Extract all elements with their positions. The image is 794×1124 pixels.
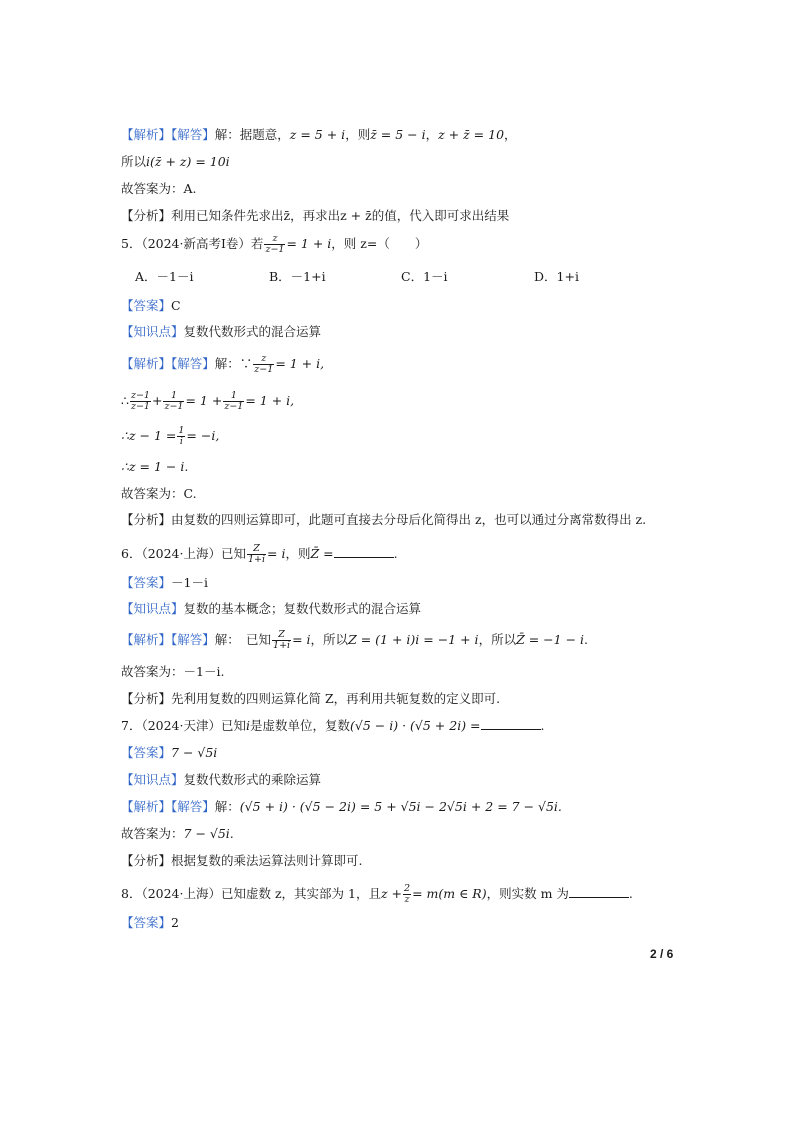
q4-math: z = 5 + i [289,127,346,142]
fraction: $\frac{1}{i}$ [178,425,185,447]
q6-math: Z̄ = [310,546,334,561]
fraction: $\frac{Z}{1+i}$ [248,543,266,565]
q5-solution-line-1 [121,354,324,375]
q7-math: (√5 + i) · (√5 − 2i) = 5 + √5i − 2√5i + 2 = 7 − √5i. [239,799,562,814]
q7-conclusion [121,825,234,843]
analysis-text: 由复数的四则运算即可，此题可直接去分母后化简得出 z，也可以通过分离常数得出 z. [171,512,647,527]
analysis-text: 先利用复数的四则运算化简 Z，再利用共轭复数的定义即可. [171,691,501,706]
q7-answer [121,744,217,762]
option-c: C．1－i [401,269,448,284]
daan-tag: 【答案】 [121,745,172,760]
q7-text: 解： [214,799,240,814]
jieda-tag: 【解答】 [171,632,215,647]
q5-solution-line-4 [121,458,188,476]
option-a: A．－1－i [135,269,194,284]
answer-blank [334,545,394,558]
q6-analysis [121,690,500,708]
analysis-text: 利用已知条件先求出z̄，再求出z + z̄的值，代入即可求出结果 [171,208,510,223]
q4-analysis [121,207,509,225]
page-number: 2 / 6 [650,947,674,961]
q7-stem-text: 是虚数单位，复数 [250,718,351,733]
q7-math: 7 − √5i. [183,826,234,841]
answer-value: C [171,298,181,313]
q6-text: ，所以 [310,632,349,647]
q4-solution-line-2 [121,153,230,171]
answer-value: 2 [171,915,179,930]
q5-stem-text: ，则 z=（ ） [331,236,428,251]
q5-math: = 1 + i, [275,356,325,371]
q5-math: ∴z = 1 − i. [121,459,189,474]
fraction: $\frac{2}{z}$ [404,883,411,905]
q7-knowledge [121,771,321,789]
q6-conclusion: 故答案为：－1－i. [121,664,225,679]
jiexi-tag: 【解析】 [121,799,172,814]
q4-conclusion: 故答案为：A. [121,181,197,196]
q5-text: 解：∵ [214,356,253,371]
jieda-tag: 【解答】 [171,127,215,142]
fenxi-tag: 【分析】 [121,691,172,706]
q6-text: 解： 已知 [214,632,272,647]
fraction: $\frac{z-1}{z-1}$ [130,390,150,412]
q5-math: ∴z − 1 = [121,428,177,443]
q4-math: i(z̄ + z) = 10i [146,154,230,169]
q8-stem [121,884,633,905]
fenxi-tag: 【分析】 [121,512,172,527]
q6-math: Z = (1 + i)i = −1 + i [348,632,479,647]
q6-stem-text: . [393,546,398,561]
q8-stem-text: 8．（2024·上海）已知虚数 z，其实部为 1，且 [121,886,381,901]
q8-math: = m(m ∈ R) [412,886,487,901]
q7-stem-text: . [540,718,545,733]
q6-math: = i [292,632,311,647]
q6-text: . [584,632,589,647]
q7-stem-text: 7．（2024·天津）已知 [121,718,246,733]
q4-math: z̄ = 5 − i [370,127,426,142]
q6-stem [121,544,398,565]
q6-answer [121,574,208,592]
q7-analysis [121,852,363,870]
daan-tag: 【答案】 [121,575,172,590]
q5-stem [121,234,427,255]
knowledge-text: 复数的基本概念；复数代数形式的混合运算 [183,601,422,616]
knowledge-text: 复数代数形式的混合运算 [183,324,322,339]
answer-value: －1－i [171,575,208,590]
q4-text: ， [425,127,439,142]
q5-conclusion: 故答案为：C. [121,486,197,501]
jiexi-tag: 【解析】 [121,356,172,371]
q5-stem-text: 5．（2024·新高考Ⅰ卷）若 [121,236,264,251]
q7-stem [121,717,545,735]
plus: + [151,393,163,408]
q7-text: 故答案为： [121,826,184,841]
q4-text: 解：据题意， [214,127,290,142]
q5-solution-line-3 [121,426,219,447]
option-b: B．－1+i [269,269,326,284]
daan-tag: 【答案】 [121,915,172,930]
answer-blank [569,885,629,898]
q5-analysis [121,511,646,529]
q4-solution-line-1 [121,126,517,144]
q7-math: (√5 − i) · (√5 + 2i) = [350,718,481,733]
fraction: $\frac{z}{z-1}$ [265,233,285,255]
fraction: $\frac{1}{z-1}$ [224,390,244,412]
q5-math: = −i, [186,428,220,443]
q4-math: z + z̄ = 10 [438,127,505,142]
q5-math: = 1 + [185,393,223,408]
fenxi-tag: 【分析】 [121,208,172,223]
q5-math: = 1 + i, [245,393,295,408]
jiexi-tag: 【解析】 [121,127,172,142]
jieda-tag: 【解答】 [171,799,215,814]
jiexi-tag: 【解析】 [121,632,172,647]
q6-knowledge [121,600,421,618]
q5-solution-line-2 [121,391,294,412]
q6-solution [121,630,588,651]
imaginary-unit: i [246,718,250,733]
q8-math: z + [380,886,403,901]
q5-math: = 1 + i [286,236,332,251]
q6-text: ，所以 [478,632,517,647]
zhishidian-tag: 【知识点】 [121,601,184,616]
zhishidian-tag: 【知识点】 [121,772,184,787]
answer-blank [481,717,541,730]
therefore: ∴ [121,393,129,408]
q6-math: Z̄ = −1 − i [516,632,585,647]
analysis-text: 根据复数的乘法运算法则计算即可. [171,853,363,868]
q6-math: = i [267,546,286,561]
q7-solution [121,798,562,816]
fraction: $\frac{z}{z-1}$ [254,353,274,375]
knowledge-text: 复数代数形式的乘除运算 [183,772,322,787]
q4-text: ，则 [345,127,371,142]
q6-stem-text: 6．（2024·上海）已知 [121,546,246,561]
jieda-tag: 【解答】 [171,356,215,371]
daan-tag: 【答案】 [121,298,172,313]
q4-text: 所以 [121,154,147,169]
zhishidian-tag: 【知识点】 [121,324,184,339]
q4-text: ， [504,127,517,142]
q5-options [121,268,641,286]
q5-knowledge [121,323,321,341]
q8-answer [121,914,179,932]
q6-stem-text: ，则 [285,546,311,561]
answer-value: 7 − √5i [171,745,218,760]
fenxi-tag: 【分析】 [121,853,172,868]
q5-answer [121,297,181,315]
q8-stem-text: ，则实数 m 为 [486,886,569,901]
option-d: D．1+i [534,269,579,284]
fraction: $\frac{1}{z-1}$ [164,390,184,412]
q8-stem-text: . [628,886,633,901]
fraction: $\frac{Z}{1+i}$ [273,629,291,651]
